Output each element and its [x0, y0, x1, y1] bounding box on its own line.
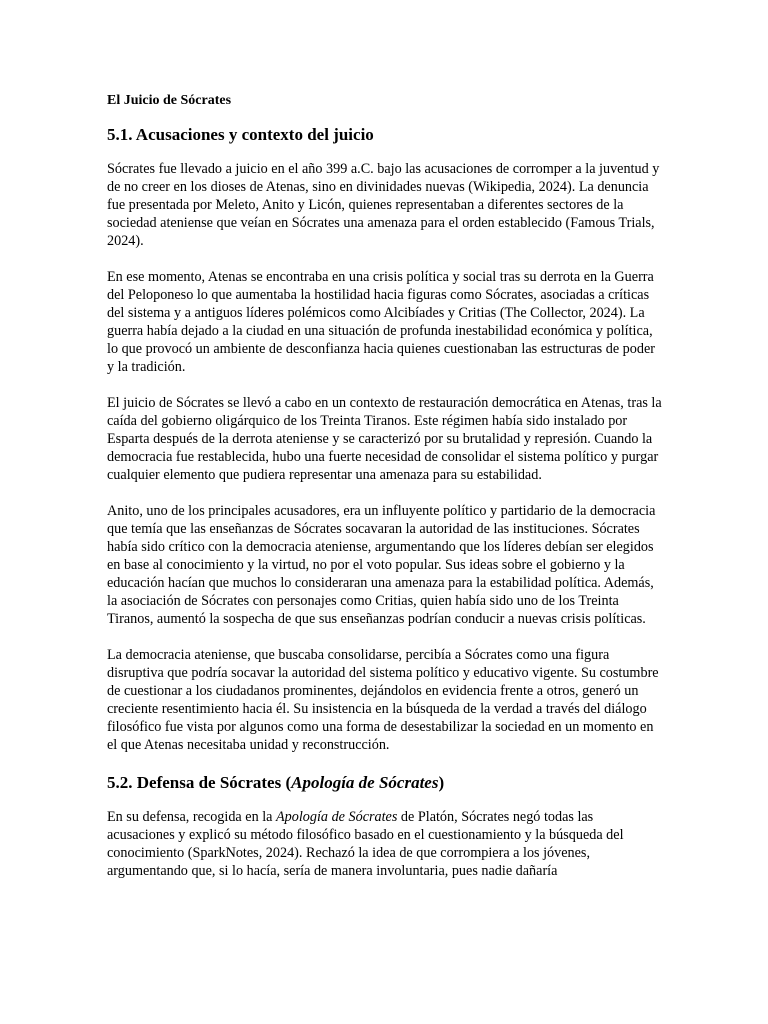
paragraph-democratic-restoration: El juicio de Sócrates se llevó a cabo en un contexto de restauración democrática en Atenas, tras la caída del gobierno oligárquico de los Treinta Tiranos. Este régimen había sido instalado por Esparta después de la derrota ateniense y se caracterizó por su brutalidad y represión. Cuando la democracia fue restablecida, hubo una fuerte necesidad de consolidar el sistema político y purgar cualquier elemento que pudiera representar una amenaza para su estabilidad.: [107, 395, 662, 483]
heading-prefix: 5.2. Defensa de Sócrates (: [107, 773, 292, 792]
document-body: [107, 92, 663, 880]
paragraph-anito: Anito, uno de los principales acusadores, era un influyente político y partidario de la democracia que temía que las enseñanzas de Sócrates socavaran la autoridad de las instituciones. Sócrates había sido crítico con la democracia ateniense, argumentando que los líderes debían ser elegidos en base al conocimiento y la virtud, no por el voto popular. Sus ideas sobre el gobierno y la educación hacían que muchos lo consideraran una amenaza para la estabilidad política. Además, la asociación de Sócrates con personajes como Critias, quien había sido uno de los Treinta Tiranos, aumentó la sospecha de que sus enseñanzas podrían conducir a nuevas crisis políticas.: [107, 503, 656, 627]
defense-text-start: En su defensa, recogida en la: [107, 809, 276, 825]
section-heading-accusations: 5.1. Acusaciones y contexto del juicio: [107, 125, 374, 144]
heading-suffix: ): [438, 773, 445, 792]
paragraph-accusations: Sócrates fue llevado a juicio en el año 399 a.C. bajo las acusaciones de corromper a la juventud y de no creer en los dioses de Atenas, sino en divinidades nuevas (Wikipedia, 2024). La denuncia fue presentada por Meleto, Anito y Licón, quienes representaban a diferentes sectores de la sociedad ateniense que veían en Sócrates una amenaza para el orden establecido (Famous Trials, 2024).: [107, 161, 660, 249]
section-heading-defense: [107, 772, 663, 794]
defense-text-end: de Platón, Sócrates negó todas las acusaciones y explicó su método filosófico basado en el cuestionamiento y la búsqueda del conocimiento (SparkNotes, 2024). Rechazó la idea de que corrompiera a los jóvenes, argumentando que, si lo hacía, sería de manera involuntaria, pues nadie dañaría: [107, 809, 624, 879]
paragraph-political-crisis: En ese momento, Atenas se encontraba en una crisis política y social tras su derrota en la Guerra del Peloponeso lo que aumentaba la hostilidad hacia figuras como Sócrates, asociadas a críticas del sistema y a antiguos líderes polémicos como Alcibíades y Critias (The Collector, 2024). La guerra había dejado a la ciudad en una situación de profunda inestabilidad económica y política, lo que provocó un ambiente de desconfianza hacia quienes cuestionaban las estructuras de poder y la tradición.: [107, 269, 655, 375]
heading-italic-title: Apología de Sócrates: [291, 773, 439, 792]
paragraph-defense: [107, 808, 663, 880]
paragraph-disruptive-figure: La democracia ateniense, que buscaba consolidarse, percibía a Sócrates como una figura disruptiva que podría socavar la autoridad del sistema político y educativo vigente. Su costumbre de cuestionar a los ciudadanos prominentes, dejándolos en evidencia frente a otros, generó un creciente resentimiento hacia él. Su insistencia en la búsqueda de la verdad a través del diálogo filosófico fue vista por algunos como una forma de desestabilizar la sociedad en un momento en el que Atenas necesitaba unidad y reconstrucción.: [107, 647, 659, 753]
document-title: El Juicio de Sócrates: [107, 93, 232, 108]
defense-work-title: Apología de Sócrates: [276, 809, 398, 825]
